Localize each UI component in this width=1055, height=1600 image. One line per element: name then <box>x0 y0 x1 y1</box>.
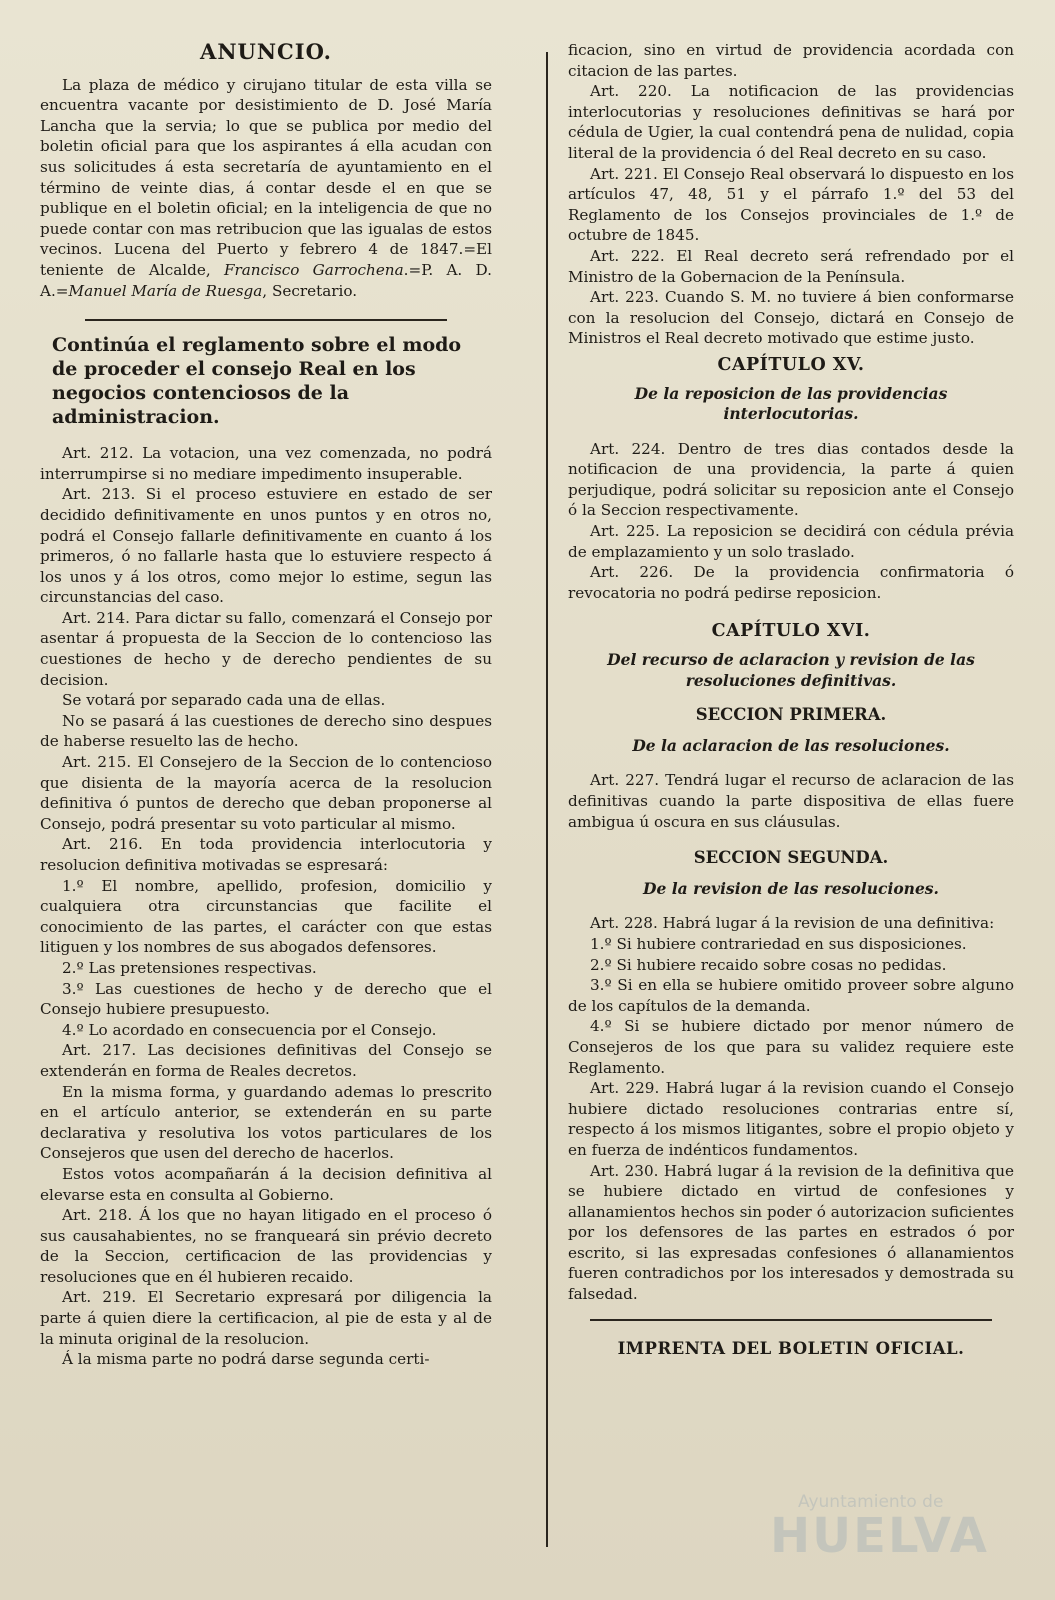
left-column <box>40 40 492 1370</box>
list-item: 3.º Las cuestiones de hecho y de derecho que el Consejo hubiere presupuesto. <box>40 979 492 1019</box>
list-item: 4.º Lo acordado en consecuencia por el Consejo. <box>62 1020 437 1039</box>
article-paragraph: Art. 222. El Real decreto será refrendado por el Ministro de la Gobernacion de la Península. <box>568 246 1014 286</box>
left-articles <box>40 443 492 1370</box>
article-paragraph: Art. 230. Habrá lugar á la revision de la definitiva que se hubiere dictado en virtud de confesiones y allanamientos hechos sin poder ó autorizacion suficientes por los defensores de las partes en estrados ó por escrito, si las expresadas confesiones ó allanamientos fueren contradichos por los interesados y demostrada su falsedad. <box>568 1161 1014 1304</box>
anuncio-title: ANUNCIO. <box>200 39 332 64</box>
article-paragraph: Art. 219. El Secretario expresará por diligencia la parte á quien diere la certificacion, al pie de esta y al de la minuta original de la resolucion. <box>40 1288 492 1348</box>
section-title: SECCION PRIMERA. <box>695 705 887 725</box>
article-paragraph: Art. 227. Tendrá lugar el recurso de aclaracion de las definitivas cuando la parte dispositiva de ellas fuere ambigua ú oscura en sus cláusulas. <box>568 771 1014 831</box>
anuncio-role: , Secretario. <box>262 281 358 300</box>
section-subtitle: De la aclaracion de las resoluciones. <box>632 735 950 755</box>
section-rule <box>85 319 447 321</box>
article-paragraph: Art. 228. Habrá lugar á la revision de una definitiva: <box>590 914 995 933</box>
list-item: 2.º Las pretensiones respectivas. <box>62 958 317 977</box>
list-item: 1.º Si hubiere contrariedad en sus disposiciones. <box>590 934 967 953</box>
chapter-subtitle: De la reposicion de las providencias interlocutorias. <box>634 383 948 424</box>
article-paragraph: Art. 229. Habrá lugar á la revision cuando el Consejo hubiere dictado resoluciones contrarias entre sí, respecto á los mismos litigantes, sobre el propio objeto y en fuerza de indénticos fundamentos. <box>568 1079 1014 1159</box>
article-paragraph: Art. 215. El Consejero de la Seccion de lo contencioso que disienta de la mayoría acerca de la resolucion definitiva ó puntos de derecho que deban proponerse al Consejo, podrá presentar su voto particular al mismo. <box>40 753 492 833</box>
section-title: SECCION SEGUNDA. <box>693 848 889 868</box>
list-item: 4.º Si se hubiere dictado por menor número de Consejeros de los que para su validez requiere este Reglamento. <box>568 1017 1014 1077</box>
article-paragraph: Á la misma parte no podrá darse segunda certi- <box>62 1350 430 1369</box>
anuncio-signatory-1: Francisco Garrochena <box>223 260 404 279</box>
section-subtitle: De la revision de las resoluciones. <box>643 878 939 898</box>
article-paragraph: Art. 218. Á los que no hayan litigado en el proceso ó sus causahabientes, no se franqueará sin prévio decreto de la Seccion, certificacion de las providencias y resoluciones que en él hubieren recaido. <box>40 1206 492 1286</box>
article-paragraph: Art. 216. En toda providencia interlocutoria y resolucion definitiva motivadas se espresará: <box>40 835 492 874</box>
article-paragraph: ficacion, sino en virtud de providencia acordada con citacion de las partes. <box>568 41 1014 80</box>
chapter-title: CAPÍTULO XVI. <box>711 621 871 642</box>
continua-title: Continúa el reglamento sobre el modo de proceder el consejo Real en los negocios contenciosos de la administracion. <box>52 334 462 429</box>
article-paragraph: Art. 225. La reposicion se decidirá con cédula prévia de emplazamiento y un solo traslado. <box>568 522 1014 561</box>
right-column <box>568 40 1014 1359</box>
list-item: 3.º Si en ella se hubiere omitido proveer sobre alguno de los capítulos de la demanda. <box>568 976 1014 1015</box>
printer-imprint: IMPRENTA DEL BOLETIN OFICIAL. <box>617 1338 965 1358</box>
article-paragraph: Art. 226. De la providencia confirmatoria ó revocatoria no podrá pedirse reposicion. <box>568 563 1014 602</box>
list-item: 2.º Si hubiere recaido sobre cosas no pedidas. <box>590 955 947 974</box>
anuncio-body <box>40 75 492 302</box>
article-paragraph: Art. 214. Para dictar su fallo, comenzará el Consejo por asentar á propuesta de la Seccion de lo contencioso las cuestiones de hecho y de derecho pendientes de su decision. <box>40 608 492 689</box>
article-paragraph: Art. 213. Si el proceso estuviere en estado de ser decidido definitivamente en unos puntos y en otros no, podrá el Consejo fallarle definitivamente en cuanto á los primeros, ó no fallarle hasta que lo estuviere respecto á los unos y á los otros, como mejor lo estime, segun las circunstancias del caso. <box>40 485 492 607</box>
article-paragraph: Art. 212. La votacion, una vez comenzada, no podrá interrumpirse si no mediare impedimento insuperable. <box>40 444 492 483</box>
watermark-line-2: HUELVA <box>770 1508 989 1564</box>
article-paragraph: Art. 217. Las decisiones definitivas del Consejo se extenderán en forma de Reales decretos. <box>40 1041 492 1080</box>
article-paragraph: Art. 224. Dentro de tres dias contados desde la notificacion de una providencia, la parte á quien perjudique, podrá solicitar su reposicion ante el Consejo ó la Seccion respectivamente. <box>568 439 1014 520</box>
article-paragraph: Se votará por separado cada una de ellas. <box>62 691 386 710</box>
article-paragraph: Art. 220. La notificacion de las providencias interlocutorias y resoluciones definitivas se hará por cédula de Ugier, la cual contendrá pena de nulidad, copia literal de la providencia ó del Real decreto en su caso. <box>568 82 1014 162</box>
chapter-subtitle: Del recurso de aclaracion y revision de las resoluciones definitivas. <box>607 650 975 690</box>
anuncio-initials: .=P. A. D. A.= <box>40 260 493 300</box>
chapter-title: CAPÍTULO XV. <box>717 354 865 375</box>
watermark-line-1: Ayuntamiento de <box>798 1492 944 1512</box>
article-paragraph: Art. 223. Cuando S. M. no tuviere á bien conformarse con la resolucion del Consejo, dictará en Consejo de Ministros el Real decreto motivado que estime justo. <box>568 288 1014 348</box>
column-divider <box>546 52 548 1547</box>
article-paragraph: Art. 221. El Consejo Real observará lo dispuesto en los artículos 47, 48, 51 y el párrafo 1.º del 53 del Reglamento de los Consejos provinciales de 1.º de octubre de 1845. <box>568 164 1014 245</box>
anuncio-text: La plaza de médico y cirujano titular de esta villa se encuentra vacante por desistimiento de D. José María Lancha que la servia; lo que se publica por medio del boletin oficial para que los aspirantes á ella acudan con sus solicitudes á esta secretaría de ayuntamiento en el término de veinte dias, á contar desde el en que se publique en el boletin oficial; en la inteligencia de que no puede contar con mas retribucion que las igualas de estos vecinos. Lucena del Puerto y febrero 4 de 1847.=El teniente de Alcalde, <box>40 75 492 279</box>
footer-rule <box>590 1319 991 1321</box>
archive-watermark <box>770 1492 1020 1572</box>
article-paragraph: Estos votos acompañarán á la decision definitiva al elevarse esta en consulta al Gobierno. <box>40 1164 492 1204</box>
list-item: 1.º El nombre, apellido, profesion, domicilio y cualquiera otra circunstancias que facilite el conocimiento de las partes, el carácter con que estas litiguen y los nombres de sus abogados defensores. <box>40 876 492 957</box>
article-paragraph: No se pasará á las cuestiones de derecho sino despues de haberse resuelto las de hecho. <box>40 711 492 751</box>
anuncio-signatory-2: Manuel María de Ruesga <box>68 281 263 300</box>
article-paragraph: En la misma forma, y guardando ademas lo prescrito en el artículo anterior, se extenderán en su parte declarativa y resolutiva los votos particulares de los Consejeros que usen del derecho de hacerlos. <box>40 1082 492 1163</box>
